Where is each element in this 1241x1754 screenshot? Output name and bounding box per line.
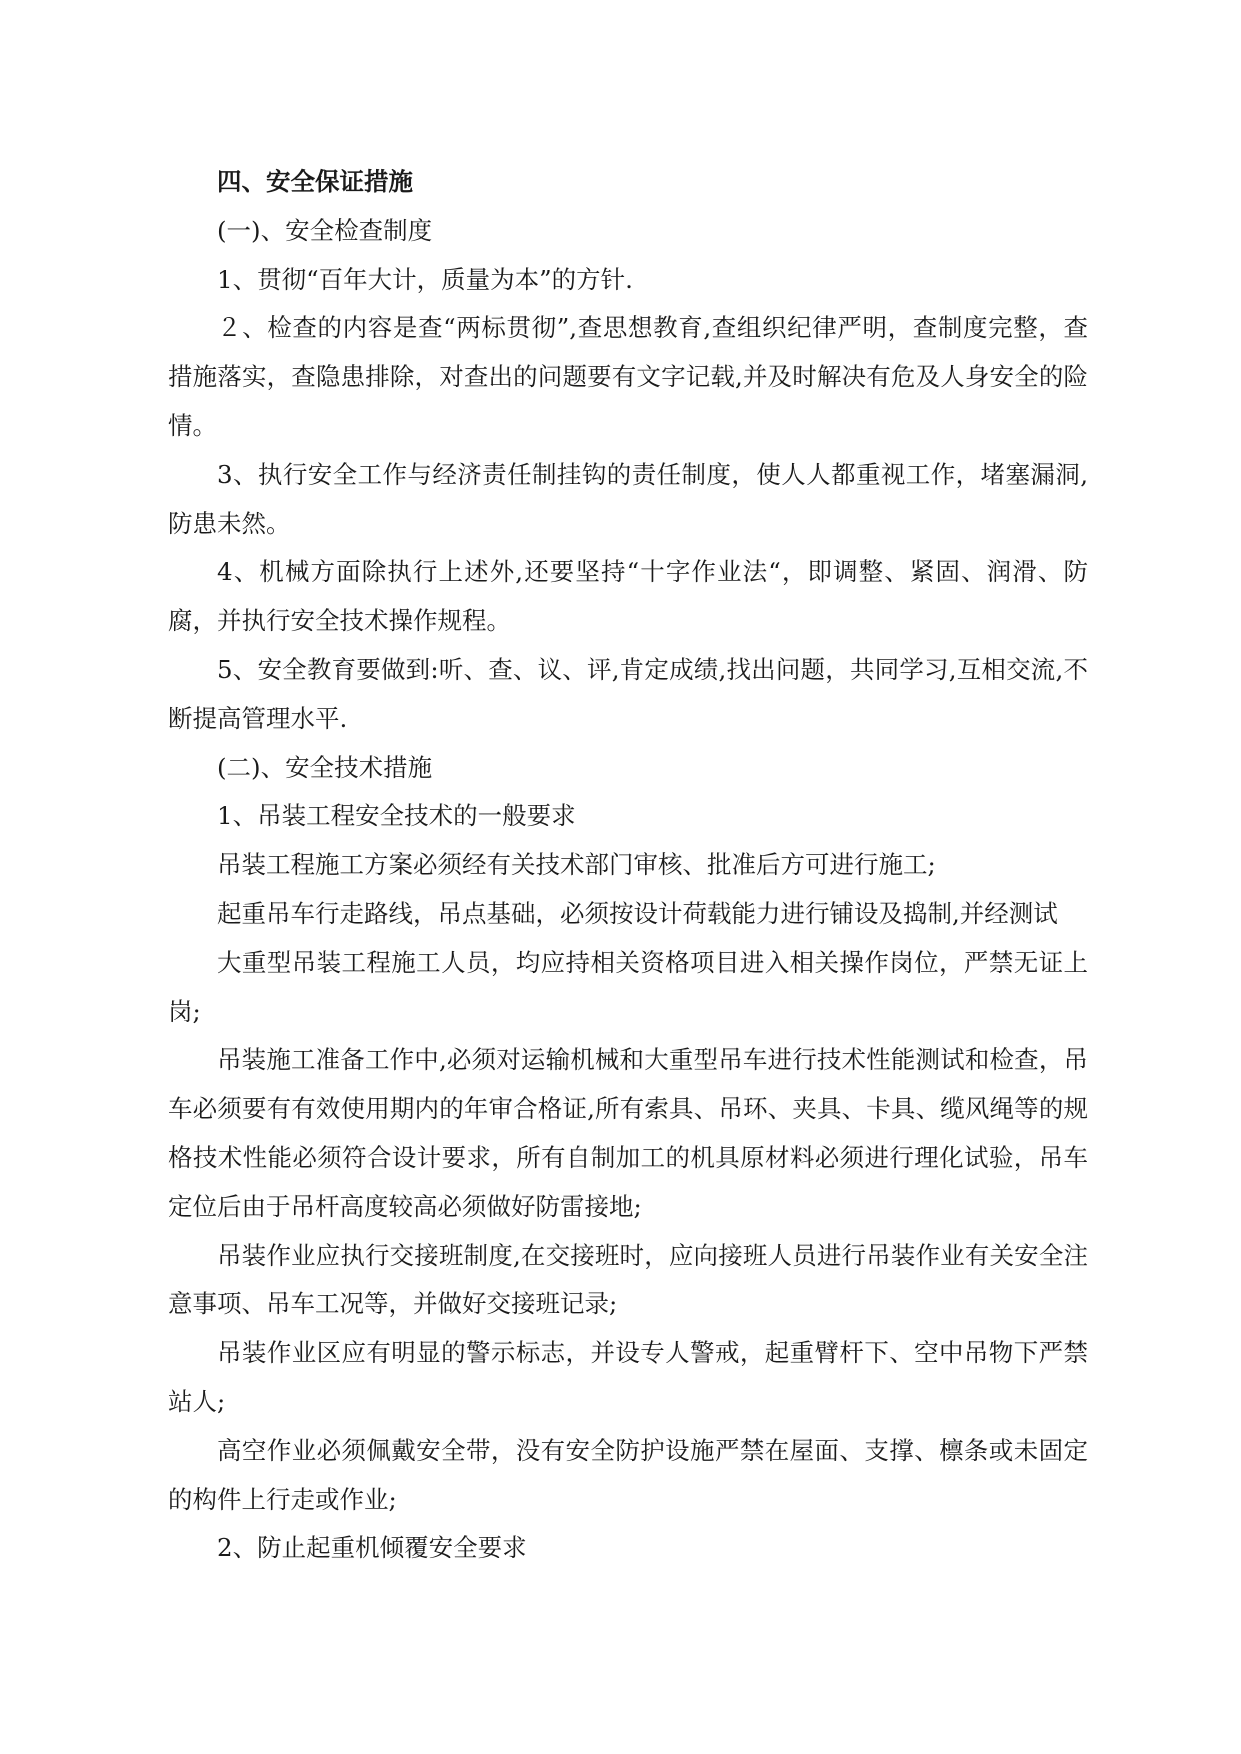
paragraph: ２、检查的内容是查“两标贯彻”,查思想教育,查组织纪律严明，查制度完整，查措施落实，查隐患排除，对查出的问题要有文字记载,并及时解决有危及人身安全的险情。 (168, 313, 1088, 440)
document-body (168, 158, 1088, 1573)
subsection-heading: (一)、安全检查制度 (217, 215, 433, 245)
paragraph: 吊装作业区应有明显的警示标志，并设专人警戒，起重臂杆下、空中吊物下严禁站人; (168, 1338, 1088, 1416)
paragraph: 吊装施工准备工作中,必须对运输机械和大重型吊车进行技术性能测试和检查，吊车必须要有有效使用期内的年审合格证,所有索具、吊环、夹具、卡具、缆风绳等的规格技术性能必须符合设计要求，所有自制加工的机具原材料必须进行理化试验，吊车定位后由于吊杆高度较高必须做好防雷接地; (168, 1045, 1088, 1221)
paragraph: 3、执行安全工作与经济责任制挂钩的责任制度，使人人都重视工作，堵塞漏洞,防患未然。 (168, 459, 1088, 538)
paragraph: 2、防止起重机倾覆安全要求 (217, 1533, 527, 1563)
paragraph: 高空作业必须佩戴安全带，没有安全防护设施严禁在屋面、支撑、檩条或未固定的构件上行走或作业; (168, 1435, 1088, 1514)
paragraph: 吊装工程施工方案必须经有关技术部门审核、批准后方可进行施工; (217, 850, 936, 880)
paragraph: 1、贯彻“百年大计，质量为本”的方针. (217, 264, 633, 294)
paragraph: 吊装作业应执行交接班制度,在交接班时，应向接班人员进行吊装作业有关安全注意事项、吊车工况等，并做好交接班记录; (168, 1240, 1088, 1319)
paragraph: 起重吊车行走路线，吊点基础，必须按设计荷载能力进行铺设及捣制,并经测试 (217, 898, 1058, 928)
section-heading: 四、安全保证措施 (217, 167, 413, 196)
paragraph: 4、机械方面除执行上述外,还要坚持“十字作业法“，即调整、紧固、润滑、防腐，并执行安全技术操作规程。 (168, 557, 1088, 636)
paragraph: 大重型吊装工程施工人员，均应持相关资格项目进入相关操作岗位，严禁无证上岗; (168, 947, 1088, 1026)
subsection-heading: (二)、安全技术措施 (217, 752, 433, 782)
paragraph: 1、吊装工程安全技术的一般要求 (217, 801, 576, 831)
paragraph: 5、安全教育要做到:听、查、议、评,肯定成绩,找出问题，共同学习,互相交流,不断提高管理水平. (168, 654, 1088, 733)
